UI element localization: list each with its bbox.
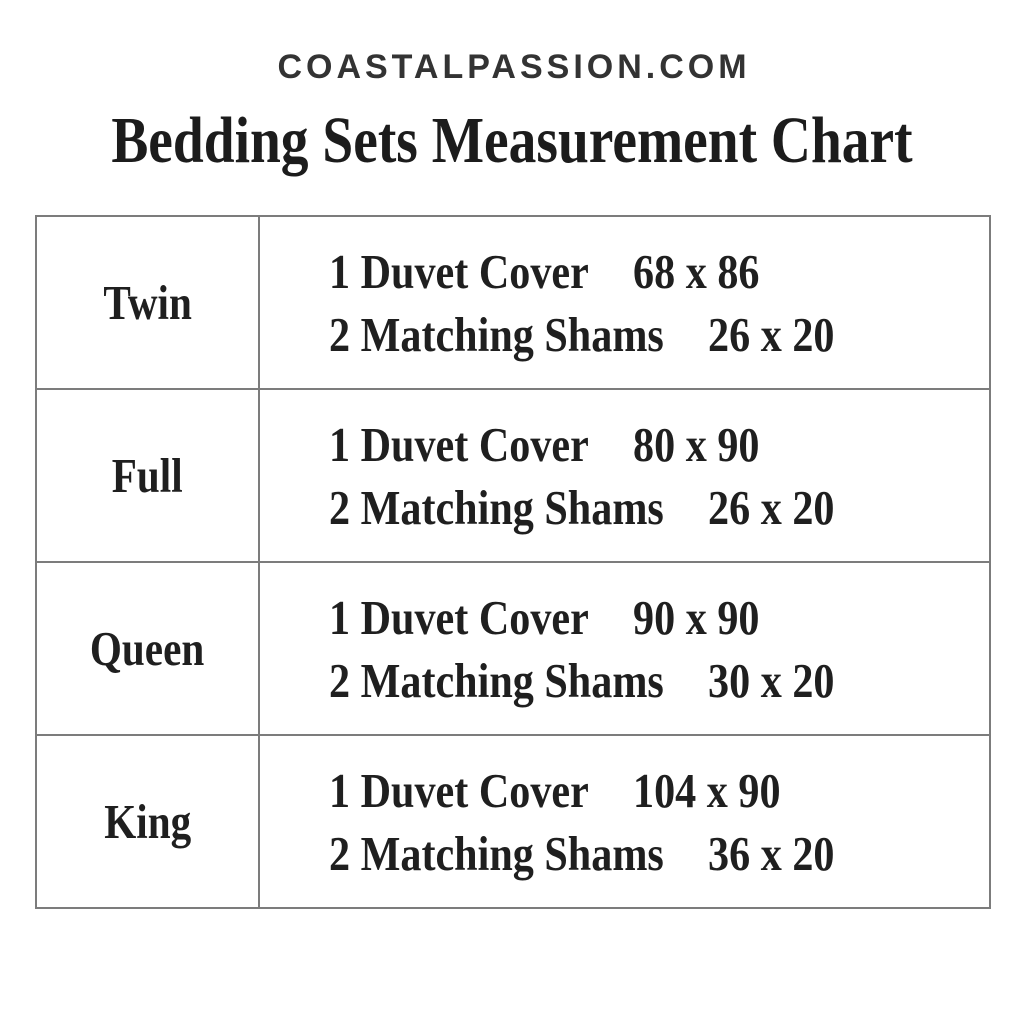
bed-size-cell	[37, 217, 258, 388]
measurement-line-text	[329, 413, 759, 476]
item-dimensions: 90 x 90	[633, 589, 760, 645]
measurement-line	[329, 586, 830, 649]
item-label: 2 Matching Shams	[329, 479, 664, 535]
bed-size-label: Twin	[103, 275, 192, 330]
bed-size-cell	[37, 563, 258, 734]
measurement-table	[35, 215, 991, 909]
measurement-line-text	[329, 759, 781, 822]
measurements-cell	[260, 217, 989, 388]
measurements-cell	[260, 563, 989, 734]
item-dimensions: 26 x 20	[708, 306, 835, 362]
measurement-line	[329, 303, 917, 366]
bed-size-label: King	[104, 794, 191, 849]
page-title	[0, 103, 1024, 179]
measurement-line-text	[329, 586, 759, 649]
item-label: 1 Duvet Cover	[329, 589, 589, 645]
bed-size-cell	[37, 390, 258, 561]
item-dimensions: 104 x 90	[633, 762, 781, 818]
bed-size-label: Full	[112, 448, 183, 503]
bed-size-cell	[37, 736, 258, 907]
measurement-line-text	[329, 240, 759, 303]
item-dimensions: 80 x 90	[633, 416, 760, 472]
measurement-line-text	[329, 649, 834, 712]
measurement-line	[329, 413, 830, 476]
item-label: 1 Duvet Cover	[329, 243, 589, 299]
item-dimensions: 36 x 20	[708, 825, 835, 881]
measurement-line	[329, 822, 917, 885]
item-label: 2 Matching Shams	[329, 652, 664, 708]
measurement-line-text	[329, 476, 834, 539]
measurement-line	[329, 240, 830, 303]
measurements-cell	[260, 736, 989, 907]
item-label: 1 Duvet Cover	[329, 762, 589, 818]
measurement-line-text	[329, 303, 834, 366]
item-label: 2 Matching Shams	[329, 825, 664, 881]
item-label: 2 Matching Shams	[329, 306, 664, 362]
measurement-line	[329, 649, 917, 712]
measurement-line-text	[329, 822, 834, 885]
item-dimensions: 68 x 86	[633, 243, 760, 299]
bed-size-label: Queen	[90, 621, 205, 676]
measurements-cell	[260, 390, 989, 561]
item-label: 1 Duvet Cover	[329, 416, 589, 472]
site-name: COASTALPASSION.COM	[277, 48, 751, 86]
page-title-text: Bedding Sets Measurement Chart	[111, 104, 913, 177]
measurement-line	[329, 759, 854, 822]
item-dimensions: 30 x 20	[708, 652, 835, 708]
item-dimensions: 26 x 20	[708, 479, 835, 535]
measurement-line	[329, 476, 917, 539]
